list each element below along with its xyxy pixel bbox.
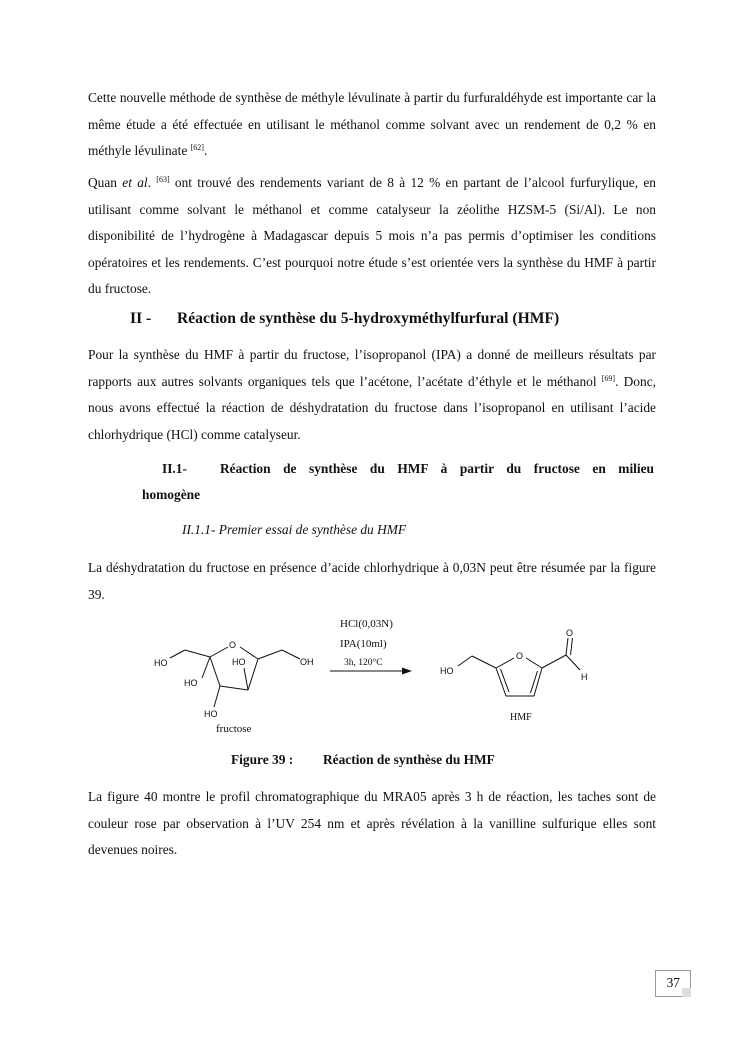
side-bond: [170, 650, 185, 658]
page-number: 37: [655, 970, 691, 997]
side-bond: [566, 655, 580, 670]
side-bond: [214, 686, 220, 707]
atom-ho-c4: HO: [232, 657, 246, 667]
ring-double-bond: [501, 669, 510, 692]
ring-double-bond: [531, 671, 538, 693]
atom-o-furan: O: [516, 651, 524, 661]
reactant-name: fructose: [216, 723, 252, 735]
et-al: et al: [122, 175, 148, 190]
atom-ho-left: HO: [154, 658, 168, 668]
para1-end: .: [203, 143, 208, 158]
para1-text: Cette nouvelle méthode de synthèse de méthyle lévulinate à partir du furfuraldéhyde est importante car la même étude a été effectuée en utilisant le méthanol comme solvant avec un rendement de 0,2 % en méthyle lévulinate: [88, 90, 656, 158]
carbonyl-bond: [566, 638, 568, 655]
side-bond: [185, 650, 210, 657]
ring-bond: [534, 668, 542, 696]
ring-bond: [496, 668, 506, 696]
reagent-ipa: IPA(10ml): [340, 638, 387, 650]
subsection-number: II.1-: [162, 461, 187, 476]
section-heading-ii: [130, 310, 559, 328]
ring-bond: [210, 647, 228, 657]
atom-ho-hmf: HO: [440, 666, 454, 676]
carbonyl-bond: [571, 638, 573, 655]
paragraph-methyl-levulinate: [88, 85, 656, 165]
paragraph-quan: [88, 170, 656, 303]
author-quan: Quan: [88, 175, 118, 190]
product-name: HMF: [510, 712, 532, 723]
para5-text: La figure 40 montre le profil chromatographique du MRA05 après 3 h de réaction, les taches sont de couleur rose par observation à l’UV 254 nm et après révélation à la vanilline sulfurique elles sont devenues noires.: [88, 789, 656, 857]
side-bond: [472, 656, 496, 668]
figure-label: Figure 39 :: [231, 752, 294, 767]
side-bond: [458, 656, 472, 666]
reaction-scheme: [140, 610, 600, 738]
side-bond: [202, 657, 210, 678]
para4-text: La déshydratation du fructose en présence d’acide chlorhydrique à 0,03N peut être résumée par la figure 39.: [88, 560, 656, 602]
reference-63: [63]: [156, 175, 170, 184]
side-bond: [244, 668, 248, 690]
atom-ho-c3: HO: [204, 709, 218, 719]
subsubsection-heading: II.1.1- Premier essai de synthèse du HMF: [182, 522, 407, 537]
section-number: II -: [130, 310, 152, 327]
subsection-heading-ii1: [162, 456, 656, 482]
subsection-title-continued: homogène: [142, 487, 201, 502]
paragraph-dehydration: [88, 555, 656, 608]
subsection-title: Réaction de synthèse du HMF à partir du fructose en milieu: [220, 461, 654, 476]
reagent-hcl: HCl(0,03N): [340, 618, 393, 630]
reaction-conditions: 3h, 120°C: [344, 658, 383, 668]
side-bond: [282, 650, 300, 659]
side-bond: [542, 655, 566, 668]
reference-62: [62]: [190, 143, 204, 152]
ring-bond: [248, 659, 258, 690]
figure-caption: [231, 752, 495, 768]
atom-o-aldehyde: O: [566, 628, 574, 638]
section-title: Réaction de synthèse du 5-hydroxyméthylfurfural (HMF): [177, 310, 560, 327]
et-al-dot: .: [147, 175, 152, 190]
hmf-structure: [458, 638, 580, 696]
ring-bond: [220, 686, 248, 690]
atom-ho-c2: HO: [184, 678, 198, 688]
side-bond: [258, 650, 282, 659]
reference-69: [69]: [601, 373, 616, 383]
atom-o-ring: O: [229, 640, 237, 650]
paragraph-chromatography: [88, 784, 656, 864]
reaction-arrow-head: [402, 668, 412, 675]
paragraph-isopropanol: [88, 342, 656, 448]
para3-text2: . Donc, nous avons effectué la réaction de déshydratation du fructose dans l’isopropanol en utilisant l’acide chlorhydrique (HCl) comme catalyseur.: [88, 373, 656, 442]
ring-bond: [210, 657, 220, 686]
atom-h-aldehyde: H: [581, 672, 588, 682]
ring-bond: [526, 658, 542, 668]
para3-text: Pour la synthèse du HMF à partir du fructose, l’isopropanol (IPA) a donné de meilleurs résultats par rapports aux autres solvants organiques tels que l’acétone, l’acétate d’éthyle et le méthanol: [88, 347, 656, 389]
figure-title: Réaction de synthèse du HMF: [323, 752, 495, 767]
fructose-structure: [170, 647, 300, 707]
atom-oh-right: OH: [300, 657, 314, 667]
para2-text: ont trouvé des rendements variant de 8 à 12 % en partant de l’alcool furfurylique, en utilisant comme solvant le méthanol et comme catalyseur la zéolithe HZSM-5 (Si/Al). Le non disponibilité de l’hydrogène à Madagascar depuis 5 mois n’a pas permis d’optimiser les conditions opératoires et les rendements. C’est pourquoi notre étude s’est orientée vers la synthèse du HMF à partir du fructose.: [88, 175, 656, 296]
ring-bond: [496, 658, 514, 668]
